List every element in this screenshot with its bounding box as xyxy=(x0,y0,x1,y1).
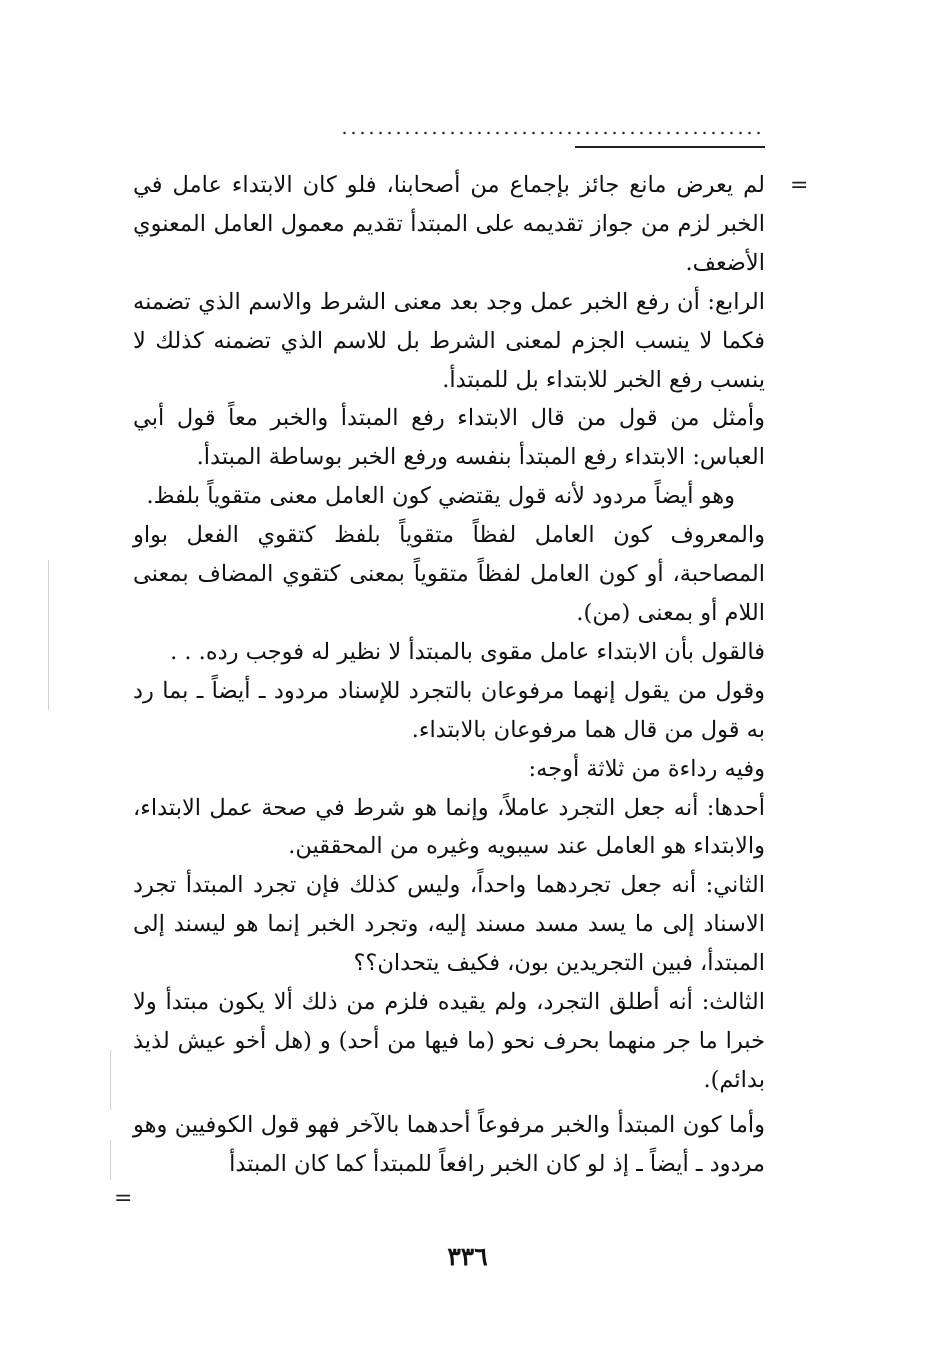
continuation-mark-end: = xyxy=(114,1186,133,1211)
paragraph-10: الثاني: أنه جعل تجردهما واحداً، وليس كذلك فإن تجرد المبتدأ تجرد الاسناد إلى ما يسد مسد مسند إليه، وتجرد الخبر إنما هو ليسند إلى المبتدأ، فبين التجريدين بون، فكيف يتحدان؟؟ xyxy=(133,872,765,977)
paragraph-11: الثالث: أنه أطلق التجرد، ولم يقيده فلزم من ذلك ألا يكون مبتدأ ولا خبرا ما جر منهما بحرف نحو (ما فيها من أحد) و (هل أخو عيش لذيذ بدائم). xyxy=(133,989,765,1093)
scan-artifact xyxy=(110,1050,111,1110)
body-text xyxy=(133,166,765,1184)
scan-artifact xyxy=(48,560,49,710)
paragraph-9: أحدها: أنه جعل التجرد عاملاً، وإنما هو شرط في صحة عمل الابتداء، والابتداء هو العامل عند سيبويه وغيره من المحققين. xyxy=(133,794,765,860)
paragraph-12: وأما كون المبتدأ والخبر مرفوعاً أحدهما بالآخر فهو قول الكوفيين وهو مردود ـ أيضاً ـ إذ لو كان الخبر رافعاً للمبتدأ كما كان المبتدأ xyxy=(133,1111,765,1177)
paragraph-2: الرابع: أن رفع الخبر عمل وجد بعد معنى الشرط والاسم الذي تضمنه فكما لا ينسب الجزم لمعنى الشرط بل للاسم الذي تضمنه كذلك لا ينسب رفع الخبر للابتداء بل للمبتدأ. xyxy=(133,288,765,393)
footnote-separator xyxy=(340,130,765,150)
paragraph-5: والمعروف كون العامل لفظاً متقوياً بلفظ كتقوي الفعل بواو المصاحبة، أو كون العامل لفظاً متقوياً بمعنى كتقوي المضاف بمعنى اللام أو بمعنى (من). xyxy=(133,522,765,626)
paragraph-6: فالقول بأن الابتداء عامل مقوى بالمبتدأ لا نظير له فوجب رده. . . xyxy=(170,638,765,665)
dotted-rule xyxy=(340,130,765,136)
solid-rule xyxy=(575,146,765,148)
continuation-mark-start: = xyxy=(790,173,809,198)
paragraph-7: وقول من يقول إنهما مرفوعان بالتجرد للإسناد مردود ـ أيضاً ـ بما رد به قول من قال هما مرفوعان بالابتداء. xyxy=(133,677,765,743)
paragraph-1: لم يعرض مانع جائز بإجماع من أصحابنا، فلو كان الابتداء عامل في الخبر لزم من جواز تقديمه على المبتدأ تقديم معمول العامل المعنوي الأضعف. xyxy=(133,172,765,276)
page-number: ٣٣٦ xyxy=(447,1242,488,1271)
scan-artifact xyxy=(110,1140,111,1180)
paragraph-3: وأمثل من قول من قال الابتداء رفع المبتدأ والخبر معاً قول أبي العباس: الابتداء رفع المبتدأ بنفسه ورفع الخبر بوساطة المبتدأ. xyxy=(133,405,765,471)
paragraph-8: وفيه رداءة من ثلاثة أوجه: xyxy=(528,755,765,782)
paragraph-4: وهو أيضاً مردود لأنه قول يقتضي كون العامل معنى متقوياً بلفظ. xyxy=(146,483,735,510)
